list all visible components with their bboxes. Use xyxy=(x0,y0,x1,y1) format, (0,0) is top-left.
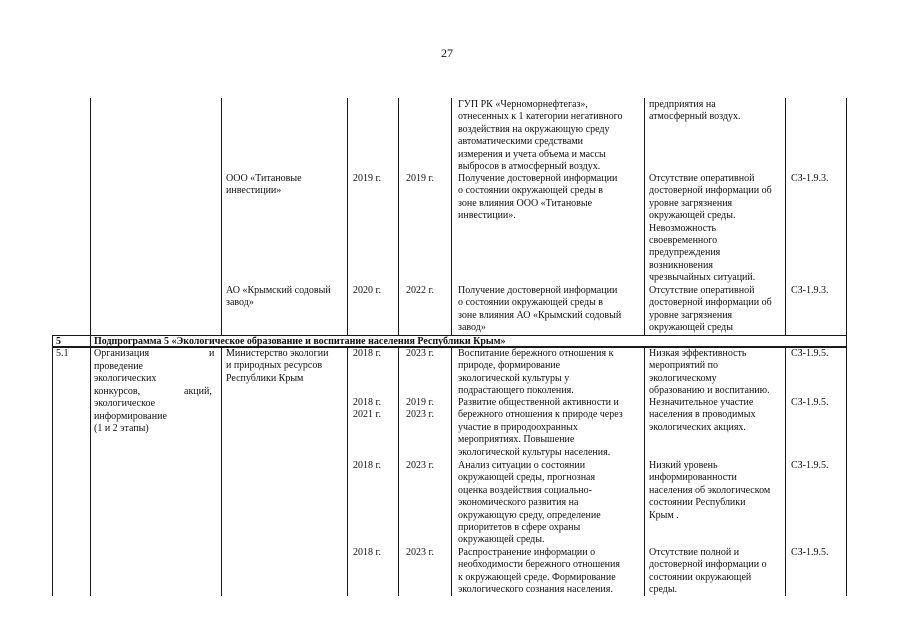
link-cell: СЗ-1.9.3. xyxy=(791,285,829,296)
table-rule-v xyxy=(90,346,91,596)
item-name-line: Организация xyxy=(94,348,150,359)
table-rule-v xyxy=(846,98,847,335)
consequence-cell: Отсутствие полной и достоверной информации о состоянии окружающей среды. xyxy=(649,547,767,596)
link-cell: СЗ-1.9.5. xyxy=(791,547,829,558)
table-rule-v xyxy=(221,346,222,596)
table-rule-v xyxy=(644,346,645,596)
measure-cell: Воспитание бережного отношения к природе, формирование экологической культуры у подрастающего поколения. xyxy=(458,348,614,397)
start-year-cell: 2020 г. xyxy=(353,285,381,296)
table-rule-v xyxy=(398,346,399,596)
end-year-cell: 2022 г. xyxy=(406,285,434,296)
link-cell: СЗ-1.9.5. xyxy=(791,460,829,471)
measure-cell: ГУП РК «Черноморнефтегаз», отнесенных к 1 категории негативного воздействия на окружающую среду автоматическими средствами измерения и учета объема и массы выбросов в атмосферный воздух. xyxy=(458,99,623,173)
item-name-line-end: акций, xyxy=(184,386,212,397)
table-rule-v xyxy=(644,98,645,335)
consequence-cell: Низкая эффективность мероприятий по экологическому образованию и воспитанию. xyxy=(649,348,770,397)
table-rule-v xyxy=(347,346,348,596)
end-year-cell: 2023 г. xyxy=(406,348,434,359)
item-name-line: (1 и 2 этапы) xyxy=(94,423,149,434)
link-cell: СЗ-1.9.5. xyxy=(791,397,829,408)
table-rule-v xyxy=(451,346,452,596)
executor-cell: ООО «Титановые инвестиции» xyxy=(226,173,302,197)
start-year-cell: 2018 г. xyxy=(353,547,381,558)
executor-cell: Министерство экологии и природных ресурсов Республики Крым xyxy=(226,348,329,384)
consequence-cell: предприятия на атмосферный воздух. xyxy=(649,99,741,123)
table-rule-v xyxy=(398,98,399,335)
table-rule-v xyxy=(785,346,786,596)
consequence-cell: Незначительное участие населения в проводимых экологических акциях. xyxy=(649,397,756,433)
end-year-cell: 2019 г. 2023 г. xyxy=(406,397,434,421)
table-rule-v xyxy=(221,98,222,335)
table-rule-v xyxy=(846,346,847,596)
link-cell: СЗ-1.9.3. xyxy=(791,173,829,184)
consequence-cell: Отсутствие оперативной достоверной информации об уровне загрязнения окружающей среды xyxy=(649,285,772,334)
item-name-line: экологическое xyxy=(94,398,156,409)
section-number: 5 xyxy=(56,336,61,347)
measure-cell: Получение достоверной информации о состоянии окружающей среды в зоне влияния ООО «Титановые инвестиции». xyxy=(458,173,618,222)
start-year-cell: 2018 г. 2021 г. xyxy=(353,397,381,421)
measure-cell: Анализ ситуации о состоянии окружающей среды, прогнозная оценка воздействия социально- экономического развития на окружающую среду, определение приоритетов в сфере охраны окружающей среды. xyxy=(458,460,601,546)
measure-cell: Распространение информации о необходимости бережного отношения к окружающей среде. Формирование экологического сознания населения. xyxy=(458,547,620,596)
start-year-cell: 2018 г. xyxy=(353,348,381,359)
end-year-cell: 2023 г. xyxy=(406,460,434,471)
measure-cell: Получение достоверной информации о состоянии окружающей среды в зоне влияния АО «Крымский содовый завод» xyxy=(458,285,622,334)
executor-cell: АО «Крымский содовый завод» xyxy=(226,285,331,309)
table-rule-v xyxy=(785,98,786,335)
page-number: 27 xyxy=(441,46,453,60)
measure-cell: Развитие общественной активности и бережного отношения к природе через участие в природоохранных мероприятиях. Повышение экологической культуры населения. xyxy=(458,397,623,458)
item-name-line: экологических xyxy=(94,373,157,384)
item-name-line: информирование xyxy=(94,411,167,422)
item-number: 5.1 xyxy=(56,348,69,359)
item-name-line: проведение xyxy=(94,361,143,372)
end-year-cell: 2019 г. xyxy=(406,173,434,184)
table-rule-v xyxy=(347,98,348,335)
end-year-cell: 2023 г. xyxy=(406,547,434,558)
start-year-cell: 2018 г. xyxy=(353,460,381,471)
item-name-line: конкурсов, xyxy=(94,386,141,397)
table-rule-v xyxy=(52,346,53,596)
consequence-cell: Низкий уровень информированности населения об экологическом состоянии Республики Крым . xyxy=(649,460,771,521)
item-name-line-end: и xyxy=(209,348,215,359)
consequence-cell: Отсутствие оперативной достоверной информации об уровне загрязнения окружающей среды. Невозможность своевременного предупреждения возникновения чрезвычайных ситуаций. xyxy=(649,173,772,284)
link-cell: СЗ-1.9.5. xyxy=(791,348,829,359)
table-rule-v xyxy=(90,98,91,335)
start-year-cell: 2019 г. xyxy=(353,173,381,184)
table-rule-v xyxy=(451,98,452,335)
section-title: Подпрограмма 5 «Экологическое образование и воспитание населения Республики Крым» xyxy=(94,336,506,347)
